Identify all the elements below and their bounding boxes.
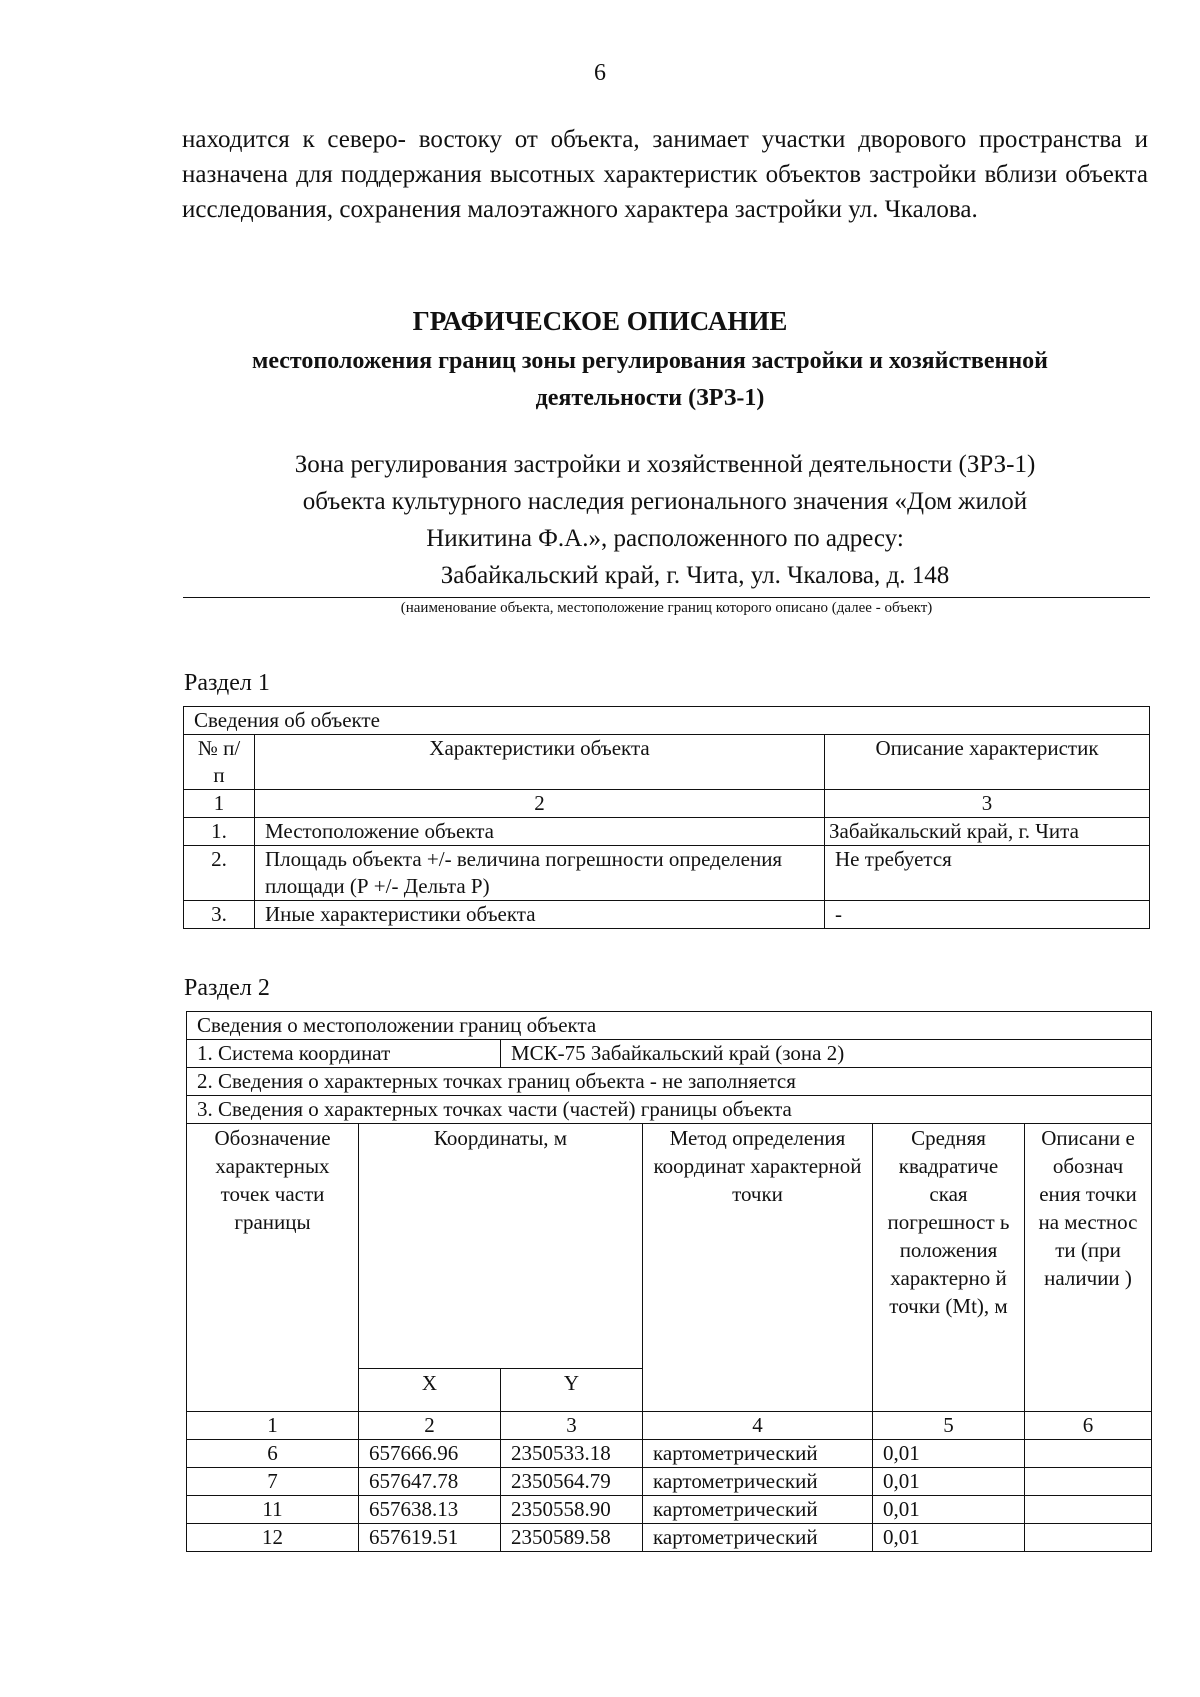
point-mt: 0,01: [873, 1496, 1025, 1524]
table-title: Сведения об объекте: [184, 707, 1150, 735]
col-header-error: Средняя квадратиче ская погрешност ь положения характерно й точки (Mt), м: [873, 1124, 1025, 1412]
point-y: 2350558.90: [501, 1496, 643, 1524]
row-characteristic: Площадь объекта +/- величина погрешности определения площади (Р +/- Дельта Р): [255, 846, 825, 901]
col-number: 3: [501, 1412, 643, 1440]
table-row: [184, 818, 1150, 846]
row-description: Не требуется: [825, 846, 1150, 901]
point-mt: 0,01: [873, 1524, 1025, 1552]
coord-system-row: [187, 1040, 1152, 1068]
zone-line: Забайкальский край, г. Чита, ул. Чкалова, д. 148: [440, 562, 950, 589]
zone-line: Зона регулирования застройки и хозяйственной деятельности (ЗРЗ-1): [294, 451, 1036, 478]
boundary-table: [186, 1011, 1152, 1552]
row-number: 3.: [184, 901, 255, 929]
point-mt: 0,01: [873, 1468, 1025, 1496]
col-number: 2: [255, 790, 825, 818]
col-header-method: Метод определения координат характерной точки: [643, 1124, 873, 1412]
table-title-row: [187, 1012, 1152, 1040]
underline-divider: [183, 597, 1150, 598]
point-y: 2350533.18: [501, 1440, 643, 1468]
object-info-table: [183, 706, 1150, 929]
table-number-row: [187, 1412, 1152, 1440]
point-id: 11: [187, 1496, 359, 1524]
col-number: 3: [825, 790, 1150, 818]
row-number: 1.: [184, 818, 255, 846]
coord-system-label: 1. Система координат: [187, 1040, 501, 1068]
point-x: 657647.78: [359, 1468, 501, 1496]
zone-caption: (наименование объекта, местоположение границ которого описано (далее - объект): [400, 600, 933, 616]
point-x: 657638.13: [359, 1496, 501, 1524]
col-header-y: Y: [501, 1369, 643, 1412]
point-description: [1025, 1524, 1152, 1552]
row-number: 2.: [184, 846, 255, 901]
col-header-number: № п/п: [184, 735, 255, 790]
document-subtitle: местоположения границ зоны регулирования застройки и хозяйственной деятельности (ЗРЗ-1): [251, 348, 1049, 411]
parts-title: 3. Сведения о характерных точках части (частей) границы объекта: [187, 1096, 1152, 1124]
row-description: Забайкальский край, г. Чита: [825, 818, 1150, 846]
coord-system-value: МСК-75 Забайкальский край (зона 2): [501, 1040, 1152, 1068]
point-method: картометрический: [643, 1524, 873, 1552]
col-header-x: X: [359, 1369, 501, 1412]
col-header-characteristic: Характеристики объекта: [255, 735, 825, 790]
points-note-row: [187, 1068, 1152, 1096]
point-mt: 0,01: [873, 1440, 1025, 1468]
zone-line: объекта культурного наследия регионального значения «Дом жилой: [302, 488, 1028, 515]
table-row: [187, 1496, 1152, 1524]
table-number-row: [184, 790, 1150, 818]
point-x: 657666.96: [359, 1440, 501, 1468]
section1-heading: Раздел 1: [184, 670, 270, 696]
document-title: ГРАФИЧЕСКОЕ ОПИСАНИЕ: [412, 306, 788, 336]
table-header-row: [184, 735, 1150, 790]
point-method: картометрический: [643, 1440, 873, 1468]
col-number: 2: [359, 1412, 501, 1440]
col-number: 6: [1025, 1412, 1152, 1440]
table-row: [187, 1524, 1152, 1552]
table-title: Сведения о местоположении границ объекта: [187, 1012, 1152, 1040]
point-method: картометрический: [643, 1468, 873, 1496]
table-row: [184, 901, 1150, 929]
col-header-description: Описание характеристик: [825, 735, 1150, 790]
col-header-point-description: Описани е обознач ения точки на местнос ти (при наличии ): [1025, 1124, 1152, 1412]
points-note: 2. Сведения о характерных точках границ объекта - не заполняется: [187, 1068, 1152, 1096]
col-header-designation: Обозначение характерных точек части границы: [187, 1124, 359, 1412]
point-id: 12: [187, 1524, 359, 1552]
page-number: 6: [594, 60, 606, 86]
row-characteristic: Местоположение объекта: [255, 818, 825, 846]
point-description: [1025, 1468, 1152, 1496]
point-description: [1025, 1440, 1152, 1468]
intro-paragraph: находится к северо- востоку от объекта, занимает участки дворового пространства и назначена для поддержания высотных характеристик объектов застройки вблизи объекта исследования, сохранения малоэтажного характера застройки ул. Чкалова.: [182, 126, 1148, 223]
section2-heading: Раздел 2: [184, 975, 270, 1001]
point-x: 657619.51: [359, 1524, 501, 1552]
parts-title-row: [187, 1096, 1152, 1124]
table-title-row: [184, 707, 1150, 735]
table-row: [184, 846, 1150, 901]
row-characteristic: Иные характеристики объекта: [255, 901, 825, 929]
table-row: [187, 1440, 1152, 1468]
col-number: 5: [873, 1412, 1025, 1440]
table-row: [187, 1468, 1152, 1496]
zone-line: Никитина Ф.А.», расположенного по адресу:: [426, 525, 904, 552]
row-description: -: [825, 901, 1150, 929]
zone-description: [180, 446, 1150, 594]
col-header-coordinates: Координаты, м: [359, 1124, 643, 1369]
point-id: 7: [187, 1468, 359, 1496]
col-number: 1: [184, 790, 255, 818]
table-header-row: [187, 1124, 1152, 1369]
point-y: 2350589.58: [501, 1524, 643, 1552]
point-id: 6: [187, 1440, 359, 1468]
point-method: картометрический: [643, 1496, 873, 1524]
col-number: 4: [643, 1412, 873, 1440]
col-number: 1: [187, 1412, 359, 1440]
point-description: [1025, 1496, 1152, 1524]
point-y: 2350564.79: [501, 1468, 643, 1496]
